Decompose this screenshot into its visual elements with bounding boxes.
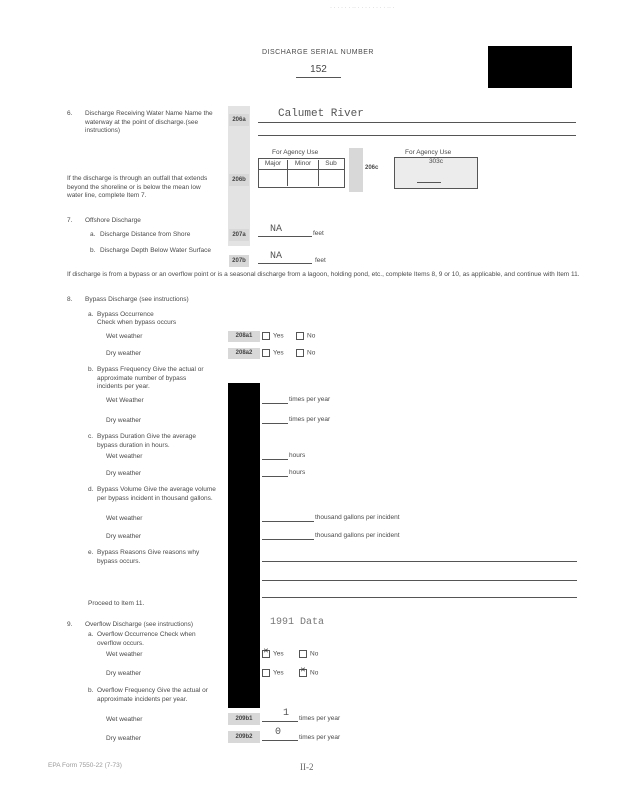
code-206a: 206a — [229, 114, 249, 126]
yes-label: Yes — [273, 349, 284, 357]
item8d-text: Bypass Volume Give the average volume per bypass incident in thousand gallons. — [97, 486, 216, 502]
item8c-wet-line[interactable] — [262, 459, 288, 460]
yes-label: Yes — [273, 650, 284, 658]
checkbox[interactable] — [296, 349, 304, 357]
code-209b2: 209b2 — [228, 731, 260, 743]
item9a-text: Overflow Occurrence Check when overflow occurs. — [97, 631, 196, 647]
faint-header-marks: · · · · · · ·· · · · · · · · · ·· · — [330, 5, 395, 11]
checkbox[interactable] — [262, 349, 270, 357]
item9a-wet-yes-option[interactable] — [262, 650, 284, 659]
checkbox[interactable] — [262, 332, 270, 340]
item8c-dry-line[interactable] — [262, 476, 288, 477]
item8d-wet-label: Wet weather — [106, 515, 143, 522]
code-208a2: 208a2 — [228, 348, 260, 359]
item8a-dry-label: Dry weather — [106, 350, 142, 357]
discharge-depth-value[interactable]: NA — [270, 251, 283, 262]
code-207b: 207b — [229, 255, 249, 267]
agency-header-divider — [259, 169, 344, 170]
no-label: No — [310, 669, 319, 677]
item8d-dry-unit: thousand gallons per incident — [315, 532, 400, 539]
yes-label: Yes — [273, 669, 284, 677]
agency-use-box-2 — [394, 157, 478, 189]
agency-minor-header: Minor — [288, 160, 319, 186]
overflow-dry-frequency[interactable]: 0 — [275, 727, 282, 738]
item8d-dry-line[interactable] — [262, 539, 314, 540]
item8a-wet-no-option[interactable] — [296, 332, 315, 341]
item9b-wet-unit: times per year — [299, 715, 341, 722]
water-name-line-2 — [258, 135, 576, 136]
data-year-stamp: 1991 Data — [270, 617, 325, 628]
item8c-dry-label: Dry weather — [106, 470, 142, 477]
item8c-dry-unit: hours — [289, 469, 306, 476]
discharge-distance-value[interactable]: NA — [270, 224, 283, 235]
form-number: EPA Form 7550-22 (7-73) — [48, 762, 122, 769]
item8b-label: b. — [88, 366, 94, 373]
item8a-wet-yes-option[interactable] — [262, 332, 284, 341]
code-208a1: 208a1 — [228, 331, 260, 342]
agency-value-line — [417, 182, 441, 183]
no-label: No — [307, 332, 316, 340]
item9b-dry-unit: times per year — [299, 734, 341, 741]
item8e-label: e. — [88, 549, 94, 556]
item8d-label: d. — [88, 486, 94, 493]
receiving-water-name[interactable]: Calumet River — [278, 108, 364, 120]
page-number: II-2 — [300, 762, 314, 772]
agency-major-header: Major — [259, 160, 288, 186]
item8b-wet-label: Wet Weather — [106, 397, 144, 404]
reasons-line-2[interactable] — [262, 580, 577, 581]
item8a-label: a. — [88, 311, 94, 318]
agency-use-title-2: For Agency Use — [405, 149, 452, 156]
item6-note: If the discharge is through an outfall that extends beyond the shoreline or is below the mean low water line, complete Item 7. — [67, 175, 208, 199]
item8d-wet-unit: thousand gallons per incident — [315, 514, 400, 521]
depth-line — [258, 263, 312, 264]
item8c-wet-unit: hours — [289, 452, 306, 459]
redaction-bar — [228, 383, 260, 708]
item7b-text: Discharge Depth Below Water Surface — [100, 247, 212, 254]
item6-text: Discharge Receiving Water Name Name the waterway at the point of discharge.(see instructions) — [85, 110, 213, 134]
item8a-title: Bypass Occurrence — [97, 311, 154, 318]
agency-use-box-1 — [258, 158, 345, 188]
no-label: No — [310, 650, 319, 658]
item8b-wet-line[interactable] — [262, 403, 288, 404]
redaction-box — [488, 46, 572, 88]
bypass-note: If discharge is from a bypass or an overflow point or is a seasonal discharge from a lagoon, holding pond, etc., complete Items 8, 9 or 10, as applicable, and continue with Item 11. — [67, 271, 580, 278]
item8b-dry-unit: times per year — [289, 416, 331, 423]
item7a-label: a. — [90, 231, 96, 238]
checkbox[interactable] — [262, 669, 270, 677]
overflow-wet-frequency[interactable]: 1 — [283, 708, 290, 719]
item9a-dry-label: Dry weather — [106, 670, 142, 677]
depth-unit: feet — [315, 257, 326, 264]
item9b-dry-line — [262, 740, 298, 741]
agency-sub-header: Sub — [325, 160, 337, 167]
item8c-label: c. — [88, 433, 94, 440]
reasons-line-1[interactable] — [262, 561, 577, 562]
item7-title: Offshore Discharge — [85, 217, 141, 224]
checkbox[interactable] — [299, 650, 307, 658]
item8a-dry-no-option[interactable] — [296, 349, 315, 358]
code-206c: 206c — [365, 165, 379, 171]
item9b-wet-line — [262, 721, 298, 722]
item8c-text: Bypass Duration Give the average bypass duration in hours. — [97, 433, 196, 449]
item9b-label: b. — [88, 687, 94, 694]
item8d-wet-line[interactable] — [262, 521, 314, 522]
item9a-dry-yes-option[interactable] — [262, 669, 284, 678]
item9a-dry-no-option[interactable] — [299, 669, 318, 678]
item8-title: Bypass Discharge (see instructions) — [85, 296, 189, 303]
serial-number-title: DISCHARGE SERIAL NUMBER — [262, 49, 374, 56]
item9b-text: Overflow Frequency Give the actual or approximate incidents per year. — [97, 687, 208, 703]
checkbox-checked[interactable] — [262, 650, 270, 658]
serial-number-value: 152 — [310, 64, 327, 75]
water-name-line-1 — [258, 122, 576, 123]
item6-number: 6. — [67, 110, 73, 117]
item7-number: 7. — [67, 217, 73, 224]
code-206b: 206b — [229, 174, 249, 186]
item8a-dry-yes-option[interactable] — [262, 349, 284, 358]
code-209b1: 209b1 — [228, 713, 260, 725]
item8b-dry-label: Dry weather — [106, 417, 142, 424]
item9b-dry-label: Dry weather — [106, 735, 142, 742]
item9a-wet-no-option[interactable] — [299, 650, 318, 659]
item9-title: Overflow Discharge (see instructions) — [85, 621, 194, 628]
item8e-text: Bypass Reasons Give reasons why bypass occurs. — [97, 549, 200, 565]
item8b-wet-unit: times per year — [289, 396, 331, 403]
item8-number: 8. — [67, 296, 73, 303]
distance-unit: feet — [313, 230, 324, 237]
checkbox-checked[interactable] — [299, 669, 307, 677]
code-206c-strip — [349, 148, 363, 192]
agency-use-title-1: For Agency Use — [272, 149, 319, 156]
code-207a: 207a — [229, 229, 249, 241]
item7a-text: Discharge Distance from Shore — [100, 231, 191, 238]
item7b-label: b. — [90, 247, 96, 254]
item8d-dry-label: Dry weather — [106, 533, 142, 540]
item9-number: 9. — [67, 621, 73, 628]
item8a-sub: Check when bypass occurs — [97, 319, 177, 326]
no-label: No — [307, 349, 316, 357]
distance-line — [258, 236, 312, 237]
item8b-dry-line[interactable] — [262, 423, 288, 424]
item8c-wet-label: Wet weather — [106, 453, 143, 460]
item8b-text: Bypass Frequency Give the actual or approximate number of bypass incidents per year. — [97, 366, 204, 390]
reasons-line-3[interactable] — [262, 597, 577, 598]
serial-underline — [296, 77, 341, 78]
item9b-wet-label: Wet weather — [106, 716, 143, 723]
item8a-wet-label: Wet weather — [106, 333, 143, 340]
proceed-to-item-11: Proceed to Item 11. — [88, 600, 145, 607]
agency-use-value: 303c — [428, 158, 444, 165]
item9a-wet-label: Wet weather — [106, 651, 143, 658]
yes-label: Yes — [273, 332, 284, 340]
checkbox[interactable] — [296, 332, 304, 340]
item9a-label: a. — [88, 631, 94, 638]
